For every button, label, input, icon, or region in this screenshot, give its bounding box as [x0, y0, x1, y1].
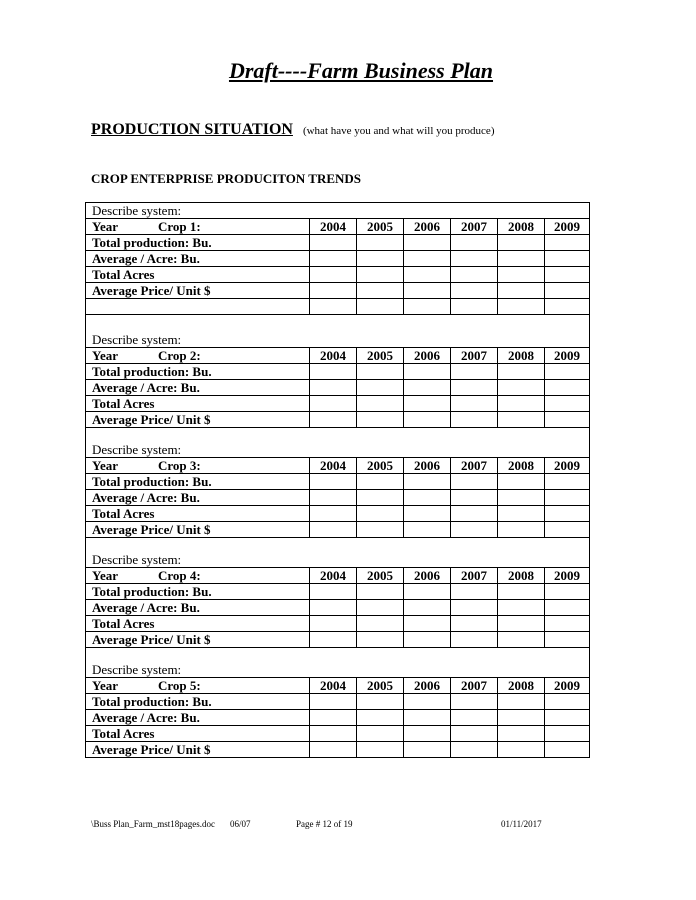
data-cell[interactable] [310, 235, 357, 251]
data-cell[interactable] [357, 283, 404, 299]
year-header: 2005 [357, 568, 404, 584]
data-cell[interactable] [404, 251, 451, 267]
table-row [86, 474, 590, 490]
crop-label: Crop 3: [158, 458, 201, 473]
data-cell[interactable] [310, 299, 357, 315]
year-header: 2006 [404, 458, 451, 474]
data-cell[interactable] [498, 251, 545, 267]
data-cell[interactable] [404, 584, 451, 600]
data-cell[interactable] [310, 522, 357, 538]
row-label: Average Price/ Unit $ [86, 522, 310, 538]
data-cell[interactable] [357, 616, 404, 632]
data-cell[interactable] [404, 522, 451, 538]
year-header: 2008 [498, 568, 545, 584]
data-cell[interactable] [404, 396, 451, 412]
data-cell[interactable] [545, 522, 590, 538]
data-cell[interactable] [357, 267, 404, 283]
year-header: 2007 [451, 348, 498, 364]
year-label: Year [92, 678, 118, 693]
year-header: 2005 [357, 348, 404, 364]
data-cell[interactable] [357, 364, 404, 380]
row-label: Average Price/ Unit $ [86, 412, 310, 428]
data-cell[interactable] [451, 726, 498, 742]
table-row [86, 235, 590, 251]
data-cell[interactable] [498, 506, 545, 522]
year-header: 2006 [404, 568, 451, 584]
crop-header-row [86, 348, 590, 364]
row-label: Average Price/ Unit $ [86, 742, 310, 758]
data-cell[interactable] [310, 412, 357, 428]
row-label: Average / Acre: Bu. [86, 380, 310, 396]
data-cell[interactable] [498, 632, 545, 648]
data-cell[interactable] [451, 235, 498, 251]
table-row [86, 364, 590, 380]
data-cell[interactable] [451, 742, 498, 758]
year-label: Year [92, 219, 118, 234]
table-row [86, 299, 590, 315]
data-cell[interactable] [310, 251, 357, 267]
data-cell[interactable] [498, 267, 545, 283]
data-cell[interactable] [404, 490, 451, 506]
data-cell[interactable] [545, 283, 590, 299]
data-cell[interactable] [404, 412, 451, 428]
table-row [86, 632, 590, 648]
data-cell[interactable] [310, 283, 357, 299]
data-cell[interactable] [498, 584, 545, 600]
data-cell[interactable] [451, 522, 498, 538]
year-header: 2009 [545, 568, 590, 584]
data-cell[interactable] [451, 632, 498, 648]
data-cell[interactable] [451, 600, 498, 616]
data-cell[interactable] [545, 632, 590, 648]
data-cell[interactable] [451, 474, 498, 490]
year-header: 2009 [545, 219, 590, 235]
data-cell[interactable] [451, 694, 498, 710]
data-cell[interactable] [498, 412, 545, 428]
data-cell[interactable] [357, 396, 404, 412]
table-row [86, 267, 590, 283]
data-cell[interactable] [357, 235, 404, 251]
row-label: Average / Acre: Bu. [86, 490, 310, 506]
data-cell[interactable] [310, 506, 357, 522]
crop-label: Crop 4: [158, 568, 201, 583]
data-cell[interactable] [404, 267, 451, 283]
crop-label: Crop 1: [158, 219, 201, 234]
data-cell[interactable] [498, 490, 545, 506]
crop-trends-table [85, 202, 590, 758]
section-title: PRODUCTION SITUATION [91, 121, 293, 138]
describe-system-field[interactable]: Describe system: [86, 648, 590, 678]
table-row [86, 251, 590, 267]
data-cell[interactable] [357, 380, 404, 396]
data-cell[interactable] [357, 474, 404, 490]
data-cell[interactable] [404, 600, 451, 616]
data-cell[interactable] [545, 584, 590, 600]
subheading: CROP ENTERPRISE PRODUCITON TRENDS [91, 171, 362, 186]
data-cell[interactable] [404, 710, 451, 726]
data-cell[interactable] [404, 742, 451, 758]
footer-date: 01/11/2017 [501, 819, 542, 829]
row-label: Total Acres [86, 396, 310, 412]
data-cell[interactable] [498, 364, 545, 380]
year-label: Year [92, 348, 118, 363]
data-cell[interactable] [545, 616, 590, 632]
data-cell[interactable] [404, 694, 451, 710]
data-cell[interactable] [310, 616, 357, 632]
describe-system-field[interactable]: Describe system: [86, 428, 590, 458]
data-cell[interactable] [451, 710, 498, 726]
document-title: Draft----Farm Business Plan [228, 58, 494, 83]
data-cell[interactable] [451, 283, 498, 299]
table-row [86, 522, 590, 538]
data-cell[interactable] [86, 299, 310, 315]
table-row [86, 396, 590, 412]
year-header: 2005 [357, 678, 404, 694]
data-cell[interactable] [357, 490, 404, 506]
data-cell[interactable] [545, 490, 590, 506]
crop-header-row [86, 458, 590, 474]
data-cell[interactable] [545, 251, 590, 267]
data-cell[interactable] [404, 632, 451, 648]
year-header: 2009 [545, 458, 590, 474]
data-cell[interactable] [498, 380, 545, 396]
table-row [86, 283, 590, 299]
data-cell[interactable] [357, 710, 404, 726]
table-row [86, 380, 590, 396]
data-cell[interactable] [451, 584, 498, 600]
data-cell[interactable] [404, 726, 451, 742]
data-cell[interactable] [310, 632, 357, 648]
footer-page: Page # 12 of 19 [296, 819, 353, 829]
year-header: 2006 [404, 219, 451, 235]
row-label: Total production: Bu. [86, 584, 310, 600]
table-row [86, 600, 590, 616]
data-cell[interactable] [310, 380, 357, 396]
table-row [86, 726, 590, 742]
describe-row [86, 315, 590, 348]
data-cell[interactable] [451, 396, 498, 412]
data-cell[interactable] [498, 474, 545, 490]
data-cell[interactable] [498, 600, 545, 616]
year-header: 2006 [404, 678, 451, 694]
data-cell[interactable] [357, 506, 404, 522]
data-cell[interactable] [545, 506, 590, 522]
data-cell[interactable] [545, 600, 590, 616]
data-cell[interactable] [451, 506, 498, 522]
data-cell[interactable] [357, 251, 404, 267]
year-label: Year [92, 568, 118, 583]
row-label: Total production: Bu. [86, 474, 310, 490]
data-cell[interactable] [310, 726, 357, 742]
data-cell[interactable] [451, 412, 498, 428]
crop-header-label [86, 678, 310, 694]
year-header: 2007 [451, 568, 498, 584]
table-row [86, 490, 590, 506]
describe-system-field[interactable]: Describe system: [86, 538, 590, 568]
year-header: 2006 [404, 348, 451, 364]
data-cell[interactable] [310, 742, 357, 758]
data-cell[interactable] [357, 412, 404, 428]
row-label: Total Acres [86, 267, 310, 283]
row-label: Total production: Bu. [86, 235, 310, 251]
row-label: Total Acres [86, 616, 310, 632]
data-cell[interactable] [404, 506, 451, 522]
data-cell[interactable] [498, 616, 545, 632]
data-cell[interactable] [404, 299, 451, 315]
data-cell[interactable] [545, 726, 590, 742]
crop-header-row [86, 219, 590, 235]
data-cell[interactable] [310, 490, 357, 506]
table-row [86, 742, 590, 758]
year-header: 2008 [498, 219, 545, 235]
year-header: 2004 [310, 458, 357, 474]
data-cell[interactable] [545, 710, 590, 726]
data-cell[interactable] [404, 474, 451, 490]
data-cell[interactable] [357, 522, 404, 538]
row-label: Average / Acre: Bu. [86, 251, 310, 267]
data-cell[interactable] [451, 616, 498, 632]
describe-system-field[interactable]: Describe system: [86, 203, 590, 219]
data-cell[interactable] [498, 396, 545, 412]
row-label: Average / Acre: Bu. [86, 600, 310, 616]
data-cell[interactable] [545, 380, 590, 396]
data-cell[interactable] [498, 299, 545, 315]
table-row [86, 710, 590, 726]
data-cell[interactable] [310, 474, 357, 490]
crop-header-label [86, 219, 310, 235]
data-cell[interactable] [545, 396, 590, 412]
data-cell[interactable] [310, 694, 357, 710]
year-header: 2009 [545, 348, 590, 364]
year-header: 2008 [498, 348, 545, 364]
footer-version: 06/07 [230, 819, 251, 829]
table-row [86, 616, 590, 632]
describe-row [86, 648, 590, 678]
data-cell[interactable] [451, 267, 498, 283]
data-cell[interactable] [357, 694, 404, 710]
year-header: 2004 [310, 678, 357, 694]
data-cell[interactable] [310, 710, 357, 726]
data-cell[interactable] [545, 694, 590, 710]
data-cell[interactable] [357, 632, 404, 648]
data-cell[interactable] [545, 742, 590, 758]
year-header: 2007 [451, 678, 498, 694]
data-cell[interactable] [498, 694, 545, 710]
row-label: Average / Acre: Bu. [86, 710, 310, 726]
crop-header-label [86, 348, 310, 364]
data-cell[interactable] [404, 235, 451, 251]
data-cell[interactable] [498, 742, 545, 758]
data-cell[interactable] [545, 474, 590, 490]
data-cell[interactable] [545, 412, 590, 428]
year-header: 2004 [310, 219, 357, 235]
describe-row [86, 203, 590, 219]
data-cell[interactable] [310, 600, 357, 616]
data-cell[interactable] [404, 283, 451, 299]
crop-label: Crop 5: [158, 678, 201, 693]
year-header: 2009 [545, 678, 590, 694]
crop-header-label [86, 458, 310, 474]
year-label: Year [92, 458, 118, 473]
year-header: 2007 [451, 458, 498, 474]
year-header: 2005 [357, 458, 404, 474]
data-cell[interactable] [451, 364, 498, 380]
table-row [86, 584, 590, 600]
data-cell[interactable] [545, 364, 590, 380]
data-cell[interactable] [498, 726, 545, 742]
row-label: Average Price/ Unit $ [86, 283, 310, 299]
data-cell[interactable] [357, 726, 404, 742]
row-label: Average Price/ Unit $ [86, 632, 310, 648]
data-cell[interactable] [404, 380, 451, 396]
section-heading [91, 121, 494, 139]
data-cell[interactable] [498, 710, 545, 726]
row-label: Total Acres [86, 506, 310, 522]
year-header: 2008 [498, 678, 545, 694]
describe-row [86, 538, 590, 568]
row-label: Total Acres [86, 726, 310, 742]
data-cell[interactable] [545, 235, 590, 251]
data-cell[interactable] [310, 584, 357, 600]
describe-row [86, 428, 590, 458]
data-cell[interactable] [545, 299, 590, 315]
data-cell[interactable] [357, 742, 404, 758]
data-cell[interactable] [404, 364, 451, 380]
data-cell[interactable] [357, 600, 404, 616]
year-header: 2004 [310, 348, 357, 364]
year-header: 2005 [357, 219, 404, 235]
data-cell[interactable] [310, 267, 357, 283]
data-cell[interactable] [310, 364, 357, 380]
crop-label: Crop 2: [158, 348, 201, 363]
data-cell[interactable] [498, 235, 545, 251]
year-header: 2007 [451, 219, 498, 235]
year-header: 2004 [310, 568, 357, 584]
data-cell[interactable] [498, 283, 545, 299]
crop-header-row [86, 678, 590, 694]
data-cell[interactable] [451, 380, 498, 396]
data-cell[interactable] [357, 584, 404, 600]
describe-system-field[interactable]: Describe system: [86, 315, 590, 348]
data-cell[interactable] [310, 396, 357, 412]
table-row [86, 694, 590, 710]
data-cell[interactable] [498, 522, 545, 538]
data-cell[interactable] [404, 616, 451, 632]
section-note: (what have you and what will you produce) [302, 125, 495, 137]
data-cell[interactable] [451, 299, 498, 315]
crop-header-row [86, 568, 590, 584]
year-header: 2008 [498, 458, 545, 474]
footer-file: \Buss Plan_Farm_mst18pages.doc [91, 819, 215, 829]
crop-header-label [86, 568, 310, 584]
row-label: Total production: Bu. [86, 694, 310, 710]
data-cell[interactable] [545, 267, 590, 283]
table-row [86, 412, 590, 428]
table-row [86, 506, 590, 522]
data-cell[interactable] [357, 299, 404, 315]
data-cell[interactable] [451, 251, 498, 267]
data-cell[interactable] [451, 490, 498, 506]
row-label: Total production: Bu. [86, 364, 310, 380]
